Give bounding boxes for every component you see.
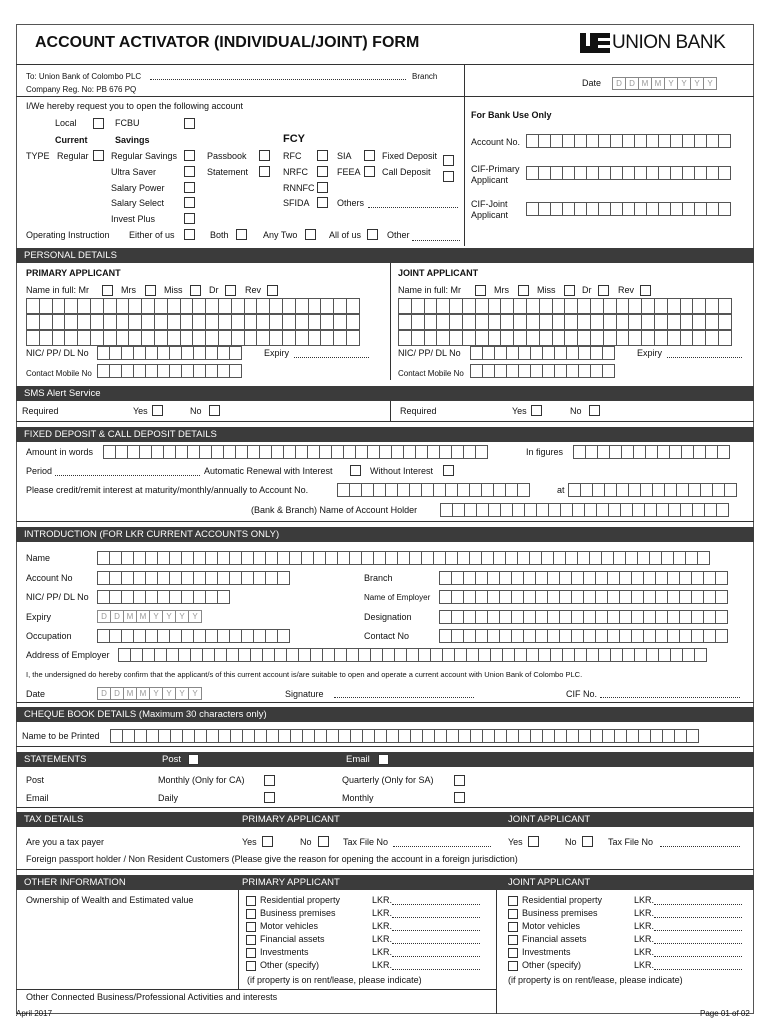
period-field[interactable] (55, 475, 200, 476)
bank-account-no-cells[interactable] (526, 134, 730, 148)
primary-wealth-item: Business premises (260, 908, 336, 918)
lkr-label: LKR. (634, 921, 655, 931)
primary-wealth-checkbox[interactable] (246, 948, 256, 958)
tax-primary-yes-label: Yes (242, 837, 257, 847)
intro-cif-field[interactable] (600, 697, 740, 698)
intro-occupation-label: Occupation (26, 631, 72, 641)
other-field[interactable] (412, 240, 460, 241)
ultra-saver-label: Ultra Saver (111, 167, 157, 177)
intro-designation-cells[interactable] (439, 610, 727, 624)
at-bank-cells[interactable] (568, 483, 736, 497)
intro-nic-cells[interactable] (97, 590, 229, 604)
others-label: Others (337, 198, 365, 208)
others-field[interactable] (368, 207, 458, 208)
email-header-checkbox[interactable] (378, 754, 389, 765)
tax-primary-file-label: Tax File No (343, 837, 389, 847)
primary-wealth-checkbox[interactable] (246, 961, 256, 971)
primary-miss-checkbox[interactable] (190, 285, 201, 296)
feea-label: FEEA (337, 167, 361, 177)
primary-wealth-item: Other (specify) (260, 960, 320, 970)
company-reg: Company Reg. No: PB 676 PQ (26, 85, 137, 94)
invest-plus-label: Invest Plus (111, 214, 156, 224)
lkr-label: LKR. (634, 947, 655, 957)
union-bank-logo (580, 32, 725, 54)
bank-name: UNION BANK (612, 32, 726, 53)
name-printed-label: Name to be Printed (22, 731, 100, 741)
tax-bar: TAX DETAILS PRIMARY APPLICANT JOINT APPLICANT (16, 812, 754, 827)
salary-power-checkbox[interactable] (184, 182, 195, 193)
lkr-value-field[interactable] (392, 969, 480, 970)
header-date-field[interactable]: D D M M Y Y Y Y (612, 77, 716, 90)
joint-mrs-checkbox[interactable] (518, 285, 529, 296)
intro-address-label: Address of Employer (26, 650, 110, 660)
lkr-value-field[interactable] (392, 930, 480, 931)
lkr-value-field[interactable] (654, 930, 742, 931)
lkr-value-field[interactable] (654, 943, 742, 944)
footer-page: Page 01 of 02 (700, 1009, 750, 1018)
tax-payer-label: Are you a tax payer (26, 837, 105, 847)
joint-contact-cells[interactable] (470, 364, 614, 378)
primary-mrs-label: Mrs (121, 285, 136, 295)
primary-wealth-item: Investments (260, 947, 309, 957)
period-label: Period (26, 466, 53, 476)
joint-applicant-heading: JOINT APPLICANT (398, 268, 479, 278)
tax-joint-file-field[interactable] (660, 846, 740, 847)
fixed-deposit-label: Fixed Deposit (382, 151, 438, 161)
either-of-us-checkbox[interactable] (184, 229, 195, 240)
personal-details-bar: PERSONAL DETAILS (16, 248, 754, 263)
name-printed-cells[interactable] (110, 729, 698, 743)
joint-nic-cells[interactable] (470, 346, 614, 360)
lkr-value-field[interactable] (654, 904, 742, 905)
rnnfc-label: RNNFC (283, 183, 315, 193)
sms-joint-yes-checkbox[interactable] (531, 405, 542, 416)
primary-name-grid[interactable] (26, 298, 359, 346)
ultra-saver-checkbox[interactable] (184, 166, 195, 177)
intro-date-label: Date (26, 689, 46, 699)
interest-account-cells[interactable] (337, 483, 529, 497)
primary-nic-label: NIC/ PP/ DL No (26, 348, 89, 358)
primary-contact-label: Contact Mobile No (26, 369, 92, 378)
joint-name-label: Name in full: Mr (398, 285, 462, 295)
lkr-value-field[interactable] (392, 956, 480, 957)
joint-wealth-checkbox[interactable] (508, 909, 518, 919)
statements-bar: STATEMENTS Post Email (16, 752, 754, 767)
branch-label: Branch (412, 72, 438, 81)
intro-confirm-text: I, the undersigned do hereby confirm that the applicant/s of this current account is/are suitable to open and operate a current account with Union Bank of Colombo PLC. (26, 670, 583, 679)
fcbu-checkbox[interactable] (184, 118, 195, 129)
statement-email-label: Email (26, 793, 49, 803)
primary-miss-label: Miss (164, 285, 183, 295)
sms-primary-required: Required (22, 406, 59, 416)
joint-wealth-item: Investments (522, 947, 571, 957)
all-of-us-checkbox[interactable] (367, 229, 378, 240)
local-label: Local (55, 118, 77, 128)
primary-applicant-heading: PRIMARY APPLICANT (26, 268, 121, 278)
either-of-us-label: Either of us (129, 230, 175, 240)
regular-checkbox[interactable] (93, 150, 104, 161)
fcy-label: FCY (283, 133, 305, 145)
joint-wealth-checkbox[interactable] (508, 948, 518, 958)
joint-wealth-checkbox[interactable] (508, 922, 518, 932)
joint-expiry-label: Expiry (637, 348, 663, 358)
rfc-label: RFC (283, 151, 302, 161)
lkr-label: LKR. (634, 908, 655, 918)
primary-rev-label: Rev (245, 285, 262, 295)
introduction-bar: INTRODUCTION (FOR LKR CURRENT ACCOUNTS ONLY) (16, 527, 754, 542)
intro-contact-label: Contact No (364, 631, 410, 641)
intro-contact-cells[interactable] (439, 629, 727, 643)
sfida-checkbox[interactable] (317, 197, 328, 208)
joint-rev-checkbox[interactable] (640, 285, 651, 296)
primary-rent-note: (if property is on rent/lease, please indicate) (247, 975, 422, 985)
primary-dr-checkbox[interactable] (225, 285, 236, 296)
call-deposit-checkbox[interactable] (443, 171, 454, 182)
call-deposit-label: Call Deposit (382, 167, 431, 177)
intro-expiry-label: Expiry (26, 612, 52, 622)
bank-account-no-label: Account No. (471, 137, 521, 147)
sfida-label: SFIDA (283, 198, 310, 208)
cif-joint-cells[interactable] (526, 202, 730, 216)
joint-rent-note: (if property is on rent/lease, please indicate) (508, 975, 683, 985)
sms-primary-no-label: No (190, 406, 202, 416)
primary-wealth-checkbox[interactable] (246, 922, 256, 932)
joint-dr-checkbox[interactable] (598, 285, 609, 296)
intro-signature-field[interactable] (334, 697, 474, 698)
joint-nic-label: NIC/ PP/ DL No (398, 348, 461, 358)
lkr-label: LKR. (372, 921, 393, 931)
operating-instruction-label: Operating Instruction (26, 230, 110, 240)
rnnfc-checkbox[interactable] (317, 182, 328, 193)
joint-miss-checkbox[interactable] (564, 285, 575, 296)
both-label: Both (210, 230, 229, 240)
cheque-bar: CHEQUE BOOK DETAILS (Maximum 30 characters only) (16, 707, 754, 722)
both-checkbox[interactable] (236, 229, 247, 240)
salary-power-label: Salary Power (111, 183, 165, 193)
joint-wealth-item: Other (specify) (522, 960, 582, 970)
primary-mr-checkbox[interactable] (102, 285, 113, 296)
joint-rev-label: Rev (618, 285, 635, 295)
quarterly-sa-label: Quarterly (Only for SA) (342, 775, 434, 785)
primary-wealth-item: Residential property (260, 895, 341, 905)
deposit-bar: FIXED DEPOSIT & CALL DEPOSIT DETAILS (16, 427, 754, 442)
bank-use-title: For Bank Use Only (471, 110, 552, 120)
lkr-label: LKR. (634, 934, 655, 944)
tax-joint-yes-label: Yes (508, 837, 523, 847)
joint-miss-label: Miss (537, 285, 556, 295)
foreign-passport-text: Foreign passport holder / Non Resident Customers (Please give the reason for opening the account in a foreign jurisdiction) (26, 854, 518, 864)
primary-expiry-label: Expiry (264, 348, 290, 358)
joint-wealth-checkbox[interactable] (508, 961, 518, 971)
bank-logo-icon (580, 33, 610, 53)
tax-primary-file-field[interactable] (393, 846, 491, 847)
passbook-label: Passbook (207, 151, 247, 161)
joint-wealth-item: Motor vehicles (522, 921, 581, 931)
other-info-bar: OTHER INFORMATION PRIMARY APPLICANT JOINT APPLICANT (16, 875, 754, 890)
cif-joint-label-1: CIF-Joint (471, 199, 508, 209)
salary-select-label: Salary Select (111, 198, 165, 208)
intro-branch-label: Branch (364, 573, 393, 583)
lkr-label: LKR. (372, 960, 393, 970)
amount-words-cells[interactable] (103, 445, 487, 459)
cif-primary-label-2: Applicant (471, 175, 509, 185)
sms-primary-yes-label: Yes (133, 406, 148, 416)
in-figures-cells[interactable] (573, 445, 729, 459)
lkr-value-field[interactable] (392, 904, 480, 905)
salary-select-checkbox[interactable] (184, 197, 195, 208)
tax-joint-file-label: Tax File No (608, 837, 654, 847)
tax-joint-no-checkbox[interactable] (582, 836, 593, 847)
monthly-checkbox[interactable] (454, 792, 465, 803)
joint-dr-label: Dr (582, 285, 592, 295)
current-label: Current (55, 135, 88, 145)
intro-date-field[interactable]: D D M M Y Y Y Y (97, 687, 201, 700)
monthly-ca-label: Monthly (Only for CA) (158, 775, 245, 785)
intro-account-no-label: Account No (26, 573, 73, 583)
nrfc-checkbox[interactable] (317, 166, 328, 177)
passbook-checkbox[interactable] (259, 150, 270, 161)
tax-primary-no-checkbox[interactable] (318, 836, 329, 847)
intro-employer-label: Name of Employer (364, 593, 431, 602)
daily-checkbox[interactable] (264, 792, 275, 803)
sms-joint-yes-label: Yes (512, 406, 527, 416)
joint-name-grid[interactable] (398, 298, 731, 346)
intro-employer-cells[interactable] (439, 590, 727, 604)
auto-renewal-label: Automatic Renewal with Interest (204, 466, 333, 476)
sms-joint-no-checkbox[interactable] (589, 405, 600, 416)
to-line: To: Union Bank of Colombo PLC (26, 72, 142, 81)
fixed-deposit-checkbox[interactable] (443, 155, 454, 166)
monthly-ca-checkbox[interactable] (264, 775, 275, 786)
joint-wealth-item: Residential property (522, 895, 603, 905)
savings-label: Savings (115, 135, 150, 145)
tax-primary-no-label: No (300, 837, 312, 847)
regular-label: Regular (57, 151, 89, 161)
fcbu-label: FCBU (115, 118, 140, 128)
lkr-value-field[interactable] (654, 917, 742, 918)
lkr-value-field[interactable] (392, 943, 480, 944)
bank-branch-label: (Bank & Branch) Name of Account Holder (251, 505, 418, 515)
quarterly-sa-checkbox[interactable] (454, 775, 465, 786)
primary-nic-cells[interactable] (97, 346, 241, 360)
joint-wealth-item: Financial assets (522, 934, 587, 944)
other-label: Other (387, 230, 410, 240)
lkr-label: LKR. (372, 908, 393, 918)
type-label: TYPE (26, 151, 50, 161)
joint-contact-label: Contact Mobile No (398, 369, 464, 378)
post-header-checkbox[interactable] (188, 754, 199, 765)
tax-joint-no-label: No (565, 837, 577, 847)
primary-name-label: Name in full: Mr (26, 285, 90, 295)
primary-dr-label: Dr (209, 285, 219, 295)
nrfc-label: NRFC (283, 167, 308, 177)
joint-wealth-item: Business premises (522, 908, 598, 918)
ownership-label: Ownership of Wealth and Estimated value (26, 895, 194, 905)
request-text: I/We hereby request you to open the following account (26, 101, 243, 111)
cif-primary-label-1: CIF-Primary (471, 164, 520, 174)
primary-rev-checkbox[interactable] (267, 285, 278, 296)
intro-occupation-cells[interactable] (97, 629, 289, 643)
intro-designation-label: Designation (364, 612, 412, 622)
sms-joint-required: Required (400, 406, 437, 416)
any-two-label: Any Two (263, 230, 298, 240)
primary-wealth-checkbox[interactable] (246, 896, 256, 906)
lkr-value-field[interactable] (654, 969, 742, 970)
intro-name-cells[interactable] (97, 551, 709, 565)
statement-checkbox[interactable] (259, 166, 270, 177)
local-checkbox[interactable] (93, 118, 104, 129)
intro-address-cells[interactable] (118, 648, 706, 662)
intro-nic-label: NIC/ PP/ DL No (26, 592, 89, 602)
intro-cif-label: CIF No. (566, 689, 598, 699)
footer-date: April 2017 (16, 1009, 53, 1018)
intro-signature-label: Signature (285, 689, 324, 699)
intro-branch-cells[interactable] (439, 571, 727, 585)
lkr-value-field[interactable] (392, 917, 480, 918)
lkr-value-field[interactable] (654, 956, 742, 957)
statement-post-label: Post (26, 775, 45, 785)
primary-wealth-item: Financial assets (260, 934, 325, 944)
feea-checkbox[interactable] (364, 166, 375, 177)
lkr-label: LKR. (634, 960, 655, 970)
lkr-label: LKR. (372, 934, 393, 944)
at-label: at (557, 485, 565, 495)
cif-joint-label-2: Applicant (471, 210, 509, 220)
primary-wealth-checkbox[interactable] (246, 935, 256, 945)
all-of-us-label: All of us (329, 230, 362, 240)
lkr-label: LKR. (372, 895, 393, 905)
joint-wealth-checkbox[interactable] (508, 935, 518, 945)
auto-renewal-checkbox[interactable] (350, 465, 361, 476)
invest-plus-checkbox[interactable] (184, 213, 195, 224)
connected-business-label: Other Connected Business/Professional Activities and interests (26, 992, 278, 1002)
joint-mrs-label: Mrs (494, 285, 509, 295)
intro-name-label: Name (26, 553, 51, 563)
any-two-checkbox[interactable] (305, 229, 316, 240)
rfc-checkbox[interactable] (317, 150, 328, 161)
amount-words-label: Amount in words (26, 447, 94, 457)
date-label: Date (582, 78, 602, 88)
regular-savings-label: Regular Savings (111, 151, 178, 161)
lkr-label: LKR. (372, 947, 393, 957)
without-interest-checkbox[interactable] (443, 465, 454, 476)
in-figures-label: In figures (526, 447, 564, 457)
sia-checkbox[interactable] (364, 150, 375, 161)
sms-joint-no-label: No (570, 406, 582, 416)
lkr-label: LKR. (634, 895, 655, 905)
joint-wealth-checkbox[interactable] (508, 896, 518, 906)
primary-expiry-field[interactable] (294, 357, 369, 358)
sms-primary-yes-checkbox[interactable] (152, 405, 163, 416)
monthly-label: Monthly (342, 793, 374, 803)
primary-wealth-checkbox[interactable] (246, 909, 256, 919)
account-holder-cells[interactable] (440, 503, 728, 517)
primary-wealth-item: Motor vehicles (260, 921, 319, 931)
joint-expiry-field[interactable] (667, 357, 742, 358)
daily-label: Daily (158, 793, 179, 803)
statement-label: Statement (207, 167, 249, 177)
primary-contact-cells[interactable] (97, 364, 241, 378)
intro-expiry-date[interactable]: D D M M Y Y Y Y (97, 610, 201, 623)
joint-mr-checkbox[interactable] (475, 285, 486, 296)
tax-primary-yes-checkbox[interactable] (262, 836, 273, 847)
sms-primary-no-checkbox[interactable] (209, 405, 220, 416)
cif-primary-cells[interactable] (526, 166, 730, 180)
primary-mrs-checkbox[interactable] (145, 285, 156, 296)
form-title: ACCOUNT ACTIVATOR (INDIVIDUAL/JOINT) FORM (35, 34, 420, 51)
credit-interest-label: Please credit/remit interest at maturity/monthly/annually to Account No. (26, 485, 309, 495)
intro-account-no-cells[interactable] (97, 571, 289, 585)
regular-savings-checkbox[interactable] (184, 150, 195, 161)
tax-joint-yes-checkbox[interactable] (528, 836, 539, 847)
sms-bar: SMS Alert Service (16, 386, 754, 401)
without-interest-label: Without Interest (370, 466, 434, 476)
sia-label: SIA (337, 151, 352, 161)
